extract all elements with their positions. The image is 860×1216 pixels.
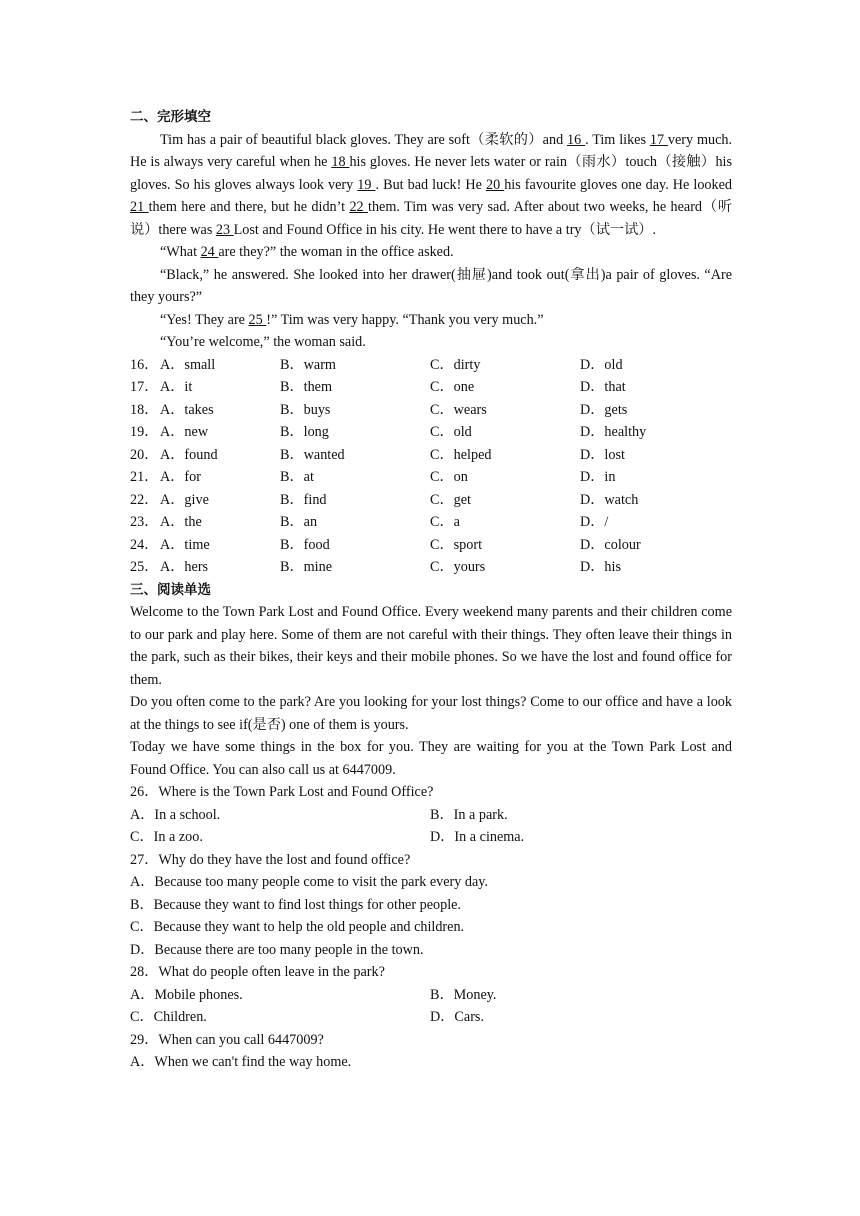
option-a[interactable]: A．Because too many people come to visit the park every day.	[130, 874, 488, 890]
question-stem: 27．Why do they have the lost and found office?	[130, 851, 411, 868]
option-c[interactable]: C．sport	[430, 536, 483, 553]
blank-number: 25	[248, 311, 267, 328]
option-a[interactable]: A．small	[160, 356, 216, 373]
option-c[interactable]: C．Children.	[130, 1009, 207, 1025]
text-run: very much. He is always very careful when he	[130, 131, 733, 170]
option-b[interactable]: B．wanted	[280, 446, 345, 463]
option-b[interactable]: B．In a park.	[430, 806, 508, 823]
option-b[interactable]: B．food	[280, 536, 330, 553]
option-b[interactable]: B．mine	[280, 559, 333, 575]
section-heading-reading: 三、阅读单选	[130, 581, 211, 598]
option-a[interactable]: A．new	[160, 424, 209, 440]
option-b[interactable]: B．long	[280, 424, 329, 440]
question-29	[130, 1029, 732, 1074]
question-26	[130, 781, 732, 849]
text-run: . Tim likes	[585, 131, 650, 148]
option-c[interactable]: C．In a zoo.	[130, 829, 203, 845]
blank-number: 16	[567, 131, 586, 148]
option-c[interactable]: C．wears	[430, 401, 487, 418]
option-d[interactable]: D．old	[580, 356, 623, 373]
option-d[interactable]: D．Cars.	[430, 1009, 484, 1025]
cloze-options-list	[130, 354, 732, 579]
question-28	[130, 961, 732, 1029]
blank-number: 21	[130, 199, 149, 215]
option-row-24	[130, 534, 732, 557]
text-run: are they?” the woman in the office asked.	[218, 244, 454, 260]
option-row-16	[130, 354, 732, 377]
blank-number: 22	[349, 199, 368, 215]
option-d[interactable]: D．gets	[580, 401, 628, 418]
option-b[interactable]: B．Money.	[430, 986, 497, 1003]
question-27	[130, 849, 732, 962]
option-c[interactable]: C．old	[430, 424, 472, 440]
blank-number: 17	[649, 131, 668, 148]
text-run: “Yes! They are	[160, 311, 249, 328]
option-c[interactable]: C．dirty	[430, 356, 481, 373]
question-number: 18．	[130, 401, 159, 418]
text-run: his favourite gloves one day. He looked	[504, 176, 733, 193]
option-a[interactable]: A．found	[160, 446, 218, 463]
question-number: 19．	[130, 424, 159, 440]
options-row	[130, 804, 732, 827]
option-row-22	[130, 489, 732, 512]
text-run: them here and there, but he didn’t	[148, 199, 350, 215]
option-d[interactable]: D．his	[580, 559, 621, 575]
option-a[interactable]: A．When we can't find the way home.	[130, 1054, 352, 1070]
option-a[interactable]: A．give	[160, 491, 209, 508]
reading-paragraph-2: Do you often come to the park? Are you looking for your lost things? Come to our office and have a look at the things to see if(是否) one of them is yours.	[130, 694, 732, 733]
question-number: 23．	[130, 514, 159, 530]
text-run: “What	[160, 244, 201, 260]
cloze-paragraph-3	[130, 264, 732, 309]
question-number: 16．	[130, 356, 159, 373]
worksheet-page	[130, 106, 732, 1074]
section-heading-cloze: 二、完形填空	[130, 109, 211, 125]
question-stem: 26．Where is the Town Park Lost and Found Office?	[130, 784, 434, 800]
option-c[interactable]: C．helped	[430, 446, 492, 463]
option-c[interactable]: C．on	[430, 469, 468, 485]
option-c[interactable]: C．a	[430, 514, 460, 530]
options-row	[130, 1006, 732, 1029]
question-stem: 28．What do people often leave in the park?	[130, 964, 385, 980]
text-run: his gloves. He never lets water or rain（雨水）touch（接触）his gloves. So his gloves always look very	[130, 154, 733, 193]
cloze-paragraph-5	[130, 331, 732, 354]
blank-number: 19	[357, 176, 376, 193]
option-row-23	[130, 511, 732, 534]
option-b[interactable]: B．an	[280, 514, 318, 530]
option-b[interactable]: B．them	[280, 379, 333, 395]
option-row-20	[130, 444, 732, 467]
option-c[interactable]: C．get	[430, 491, 471, 508]
blank-number: 20	[485, 176, 505, 193]
option-row-17	[130, 376, 732, 399]
option-a[interactable]: A．for	[160, 469, 201, 485]
option-b[interactable]: B．at	[280, 469, 314, 485]
blank-number: 23	[215, 221, 234, 238]
option-d[interactable]: D．in	[580, 469, 616, 485]
options-row	[130, 826, 732, 849]
text-run: Tim has a pair of beautiful black gloves. They are soft（柔软的）and	[160, 131, 568, 148]
option-d[interactable]: D．Because there are too many people in the town.	[130, 941, 424, 958]
option-c[interactable]: C．one	[430, 379, 475, 395]
option-a[interactable]: A．time	[160, 536, 210, 553]
reading-paragraph-3: Today we have some things in the box for you. They are waiting for you at the Town Park Lost and Found Office. You can also call us at 6447009.	[130, 739, 732, 778]
blank-number: 24	[200, 244, 219, 260]
option-c[interactable]: C．Because they want to help the old people and children.	[130, 919, 465, 935]
blank-number: 18	[331, 154, 350, 170]
text-run: Lost and Found Office in his city. He went there to have a try（试一试）.	[233, 221, 657, 238]
option-d[interactable]: D．healthy	[580, 424, 647, 440]
option-row-21	[130, 466, 732, 489]
question-number: 17．	[130, 379, 159, 395]
option-a[interactable]: A．hers	[160, 559, 209, 575]
option-d[interactable]: D．/	[580, 514, 609, 530]
option-c[interactable]: C．yours	[430, 559, 486, 575]
option-b[interactable]: B．find	[280, 491, 327, 508]
option-a[interactable]: A．In a school.	[130, 806, 221, 823]
option-a[interactable]: A．the	[160, 514, 202, 530]
option-row-25	[130, 556, 732, 579]
text-run: “Black,” he answered. She looked into her drawer(抽屉)and took out(拿出)a pair of gloves. “Are they yours?”	[130, 266, 732, 305]
text-run: them. Tim was very sad. After about two weeks, he heard（听说）there was	[130, 199, 733, 238]
text-run: . But bad luck! He	[375, 176, 486, 193]
cloze-paragraph-4	[130, 309, 732, 332]
options-row	[130, 984, 732, 1007]
question-stem: 29．When can you call 6447009?	[130, 1031, 324, 1048]
option-b[interactable]: B．Because they want to find lost things for other people.	[130, 896, 461, 913]
cloze-paragraph-2	[130, 241, 732, 264]
question-number: 20．	[130, 446, 159, 463]
text-run: !” Tim was very happy. “Thank you very much.”	[266, 311, 544, 328]
option-a[interactable]: A．takes	[160, 401, 214, 418]
option-b[interactable]: B．warm	[280, 356, 336, 373]
option-d[interactable]: D．colour	[580, 536, 641, 553]
question-number: 24．	[130, 536, 159, 553]
question-number: 22．	[130, 491, 159, 508]
option-d[interactable]: D．watch	[580, 491, 639, 508]
option-b[interactable]: B．buys	[280, 401, 331, 418]
option-row-19	[130, 421, 732, 444]
option-d[interactable]: D．that	[580, 379, 626, 395]
option-row-18	[130, 399, 732, 422]
option-a[interactable]: A．Mobile phones.	[130, 986, 243, 1003]
text-run: “You’re welcome,” the woman said.	[160, 334, 366, 350]
option-d[interactable]: D．In a cinema.	[430, 829, 525, 845]
cloze-paragraph-1	[130, 129, 732, 242]
reading-paragraph-1: Welcome to the Town Park Lost and Found Office. Every weekend many parents and their children come to our park and play here. Some of them are not careful with their things. They often leave their things in the park, such as their bikes, their keys and their mobile phones. So we have the lost and found office for them.	[130, 604, 732, 688]
question-number: 25．	[130, 559, 159, 575]
option-a[interactable]: A．it	[160, 379, 193, 395]
option-d[interactable]: D．lost	[580, 446, 625, 463]
question-number: 21．	[130, 469, 159, 485]
